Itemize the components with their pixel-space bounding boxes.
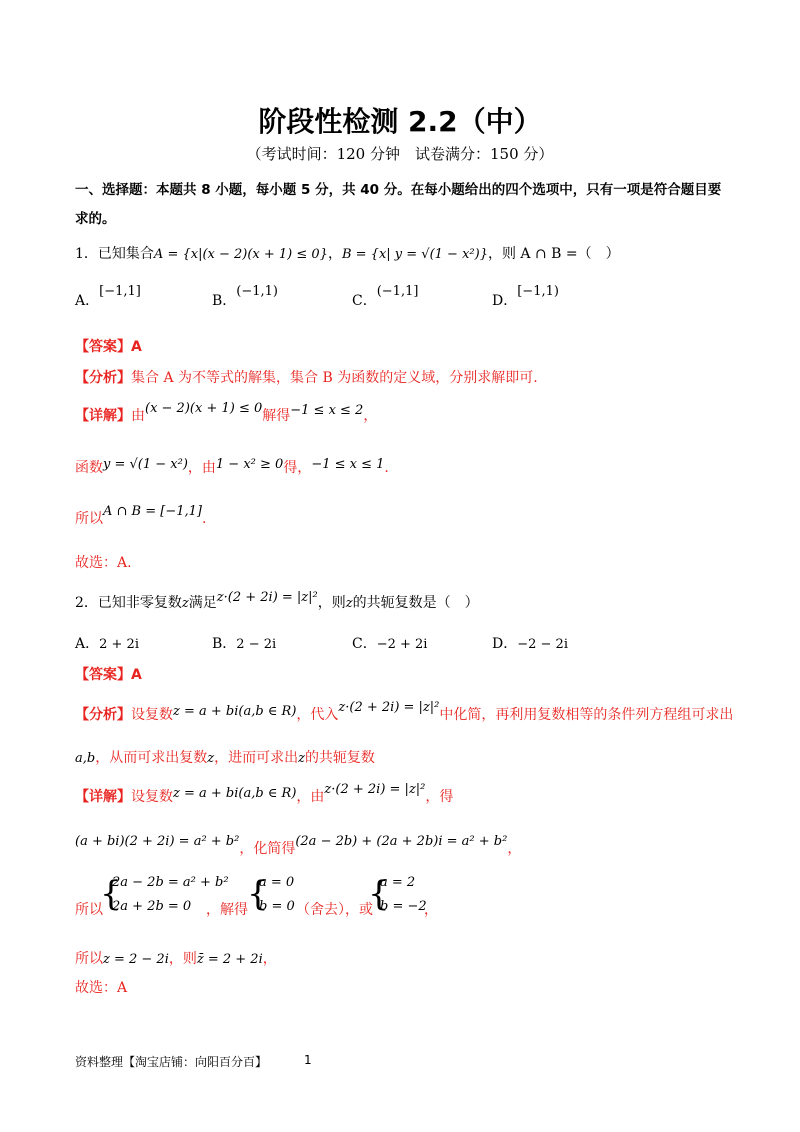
comma: ， — [424, 902, 438, 918]
detail-tag: 【详解】 — [75, 408, 131, 424]
detail-2-line3-label: 所以 — [75, 902, 103, 918]
analysis-text: 集合 A 为不等式的解集，集合 B 为函数的定义域，分别求解即可. — [131, 370, 538, 386]
choose-1: 故选：A. — [75, 555, 132, 571]
question-1-stem — [75, 243, 620, 263]
discard-text: （舍去），或 — [296, 902, 373, 918]
answer-tag: 【答案】 — [75, 339, 131, 355]
brace-icon: { — [100, 874, 122, 914]
option-c: C．(−1,1] — [352, 284, 419, 309]
detail-1-line2: 函数y = √(1 − x²)，由1 − x² ≥ 0得，−1 ≤ x ≤ 1. — [75, 457, 389, 476]
option-c: C．−2 + 2i — [352, 636, 428, 652]
analysis-1 — [75, 367, 538, 387]
analysis-2-line2: a,b，从而可求出复数z，进而可求出z的共轭复数 — [75, 750, 375, 766]
brace-icon: { — [247, 874, 269, 914]
option-d: D．−2 − 2i — [492, 636, 568, 652]
page-number: 1 — [304, 1053, 312, 1067]
detail-2-line2: (a + bi)(2 + 2i) = a² + b²，化简得(2a − 2b) + (2a + 2b)i = a² + b²， — [75, 834, 522, 857]
option-a: A．[−1,1] — [75, 284, 141, 309]
section-heading-line2: 求的。 — [75, 211, 116, 227]
choose-2: 故选：A — [75, 980, 128, 996]
option-b: B．2 − 2i — [212, 636, 277, 652]
footer-source: 资料整理【淘宝店铺：向阳百分百】 — [75, 1055, 268, 1069]
section-heading-line1: 一、选择题：本题共 8 小题，每小题 5 分，共 40 分。在每小题给出的四个选项中，只有一项是符合题目要 — [75, 182, 722, 198]
answer-1 — [75, 336, 142, 356]
detail-2-line4: 所以z = 2 − 2i，则z̄ = 2 + 2i， — [75, 951, 277, 967]
detail-2-line1: 【详解】设复数z = a + bi(a,b ∈ R)，由z·(2 + 2i) = |z|²，得 — [75, 782, 454, 805]
option-a: A．2 + 2i — [75, 636, 139, 652]
detail-1-line1: 【详解】由(x − 2)(x + 1) ≤ 0解得−1 ≤ x ≤ 2， — [75, 401, 378, 424]
solve-text: ，解得 — [206, 902, 248, 918]
question-1-suffix: ，则 A ∩ B =（ ） — [487, 246, 620, 262]
analysis-tag: 【分析】 — [75, 370, 131, 386]
set-b: B = {x| y = √(1 − x²)} — [341, 247, 488, 262]
detail-1-line3: 所以A ∩ B = [−1,1]. — [75, 504, 207, 527]
brace-icon: { — [368, 874, 390, 914]
exam-info: （考试时间：120 分钟 试卷满分：150 分） — [246, 145, 554, 163]
answer-value: A — [131, 339, 142, 355]
set-a: A = {x|(x − 2)(x + 1) ≤ 0} — [153, 247, 328, 262]
analysis-2-line1: 【分析】设复数z = a + bi(a,b ∈ R)，代入z·(2 + 2i) = |z|²中化简，再利用复数相等的条件列方程组可求出 — [75, 700, 734, 723]
question-1-prefix: 1．已知集合 — [75, 246, 154, 262]
separator: ， — [327, 246, 342, 262]
option-b: B．(−1,1) — [212, 284, 279, 309]
option-d: D．[−1,1) — [492, 284, 559, 309]
page-title: 阶段性检测 2.2（中） — [258, 105, 542, 138]
question-2-stem: 2．已知非零复数z满足z·(2 + 2i) = |z|²，则z的共轭复数是（ ） — [75, 590, 479, 611]
answer-2: 【答案】A — [75, 667, 142, 683]
